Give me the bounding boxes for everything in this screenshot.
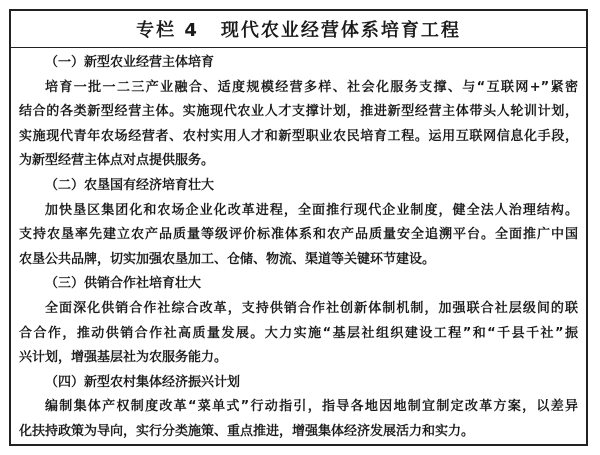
feature-box <box>9 9 588 446</box>
paragraph-line: 合合作，推动供销合作社高质量发展。大力实施“基层社组织建设工程”和“千县千社”振 <box>19 325 578 341</box>
paragraph-line: 加快垦区集团化和农场企业化改革进程，全面推行现代企业制度，健全法人治理结构。 <box>45 202 578 218</box>
paragraph-line: 化扶持政策为导向，实行分类施策、重点推进，增强集体经济发展活力和实力。 <box>19 423 475 439</box>
paragraph-line: 为新型经营主体点对点提供服务。 <box>19 153 215 169</box>
paragraph-line: 编制集体产权制度改革“菜单式”行动指引，指导各地因地制宜制定改革方案，以差异 <box>45 399 578 415</box>
paragraph-line: 兴计划，增强基层社为农服务能力。 <box>19 350 228 366</box>
section-heading: （一）新型农业经营主体培育 <box>45 55 215 70</box>
box-content <box>19 51 578 445</box>
paragraph-line: 支持农垦率先建立农产品质量等级评价标准体系和农产品质量安全追溯平台。全面推广中国 <box>19 227 578 243</box>
paragraph-line: 农垦公共品牌，切实加强农垦加工、仓储、物流、渠道等关键环节建设。 <box>19 251 436 267</box>
paragraph-line: 实施现代青年农场经营者、农村实用人才和新型职业农民培育工程。运用互联网信息化手段， <box>19 128 578 144</box>
box-title <box>11 11 586 48</box>
paragraph-line: 全面深化供销合作社综合改革，支持供销合作社创新体制机制，加强联合社层级间的联 <box>45 300 578 316</box>
section-heading: （三）供销合作社培育壮大 <box>45 276 202 292</box>
section-heading: （四）新型农村集体经济振兴计划 <box>45 374 241 390</box>
paragraph-line: 结合的各类新型经营主体。实施现代农业人才支撑计划，推进新型经营主体带头人轮训计划， <box>19 104 578 120</box>
box-label: 专栏 4 <box>136 20 199 41</box>
box-title-text: 现代农业经营体系培育工程 <box>220 20 461 41</box>
paragraph-line: 培育一批一二三产业融合、适度规模经营多样、社会化服务支撑、与“互联网+”紧密 <box>45 79 578 95</box>
section-heading: （二）农垦国有经济培育壮大 <box>45 177 215 193</box>
